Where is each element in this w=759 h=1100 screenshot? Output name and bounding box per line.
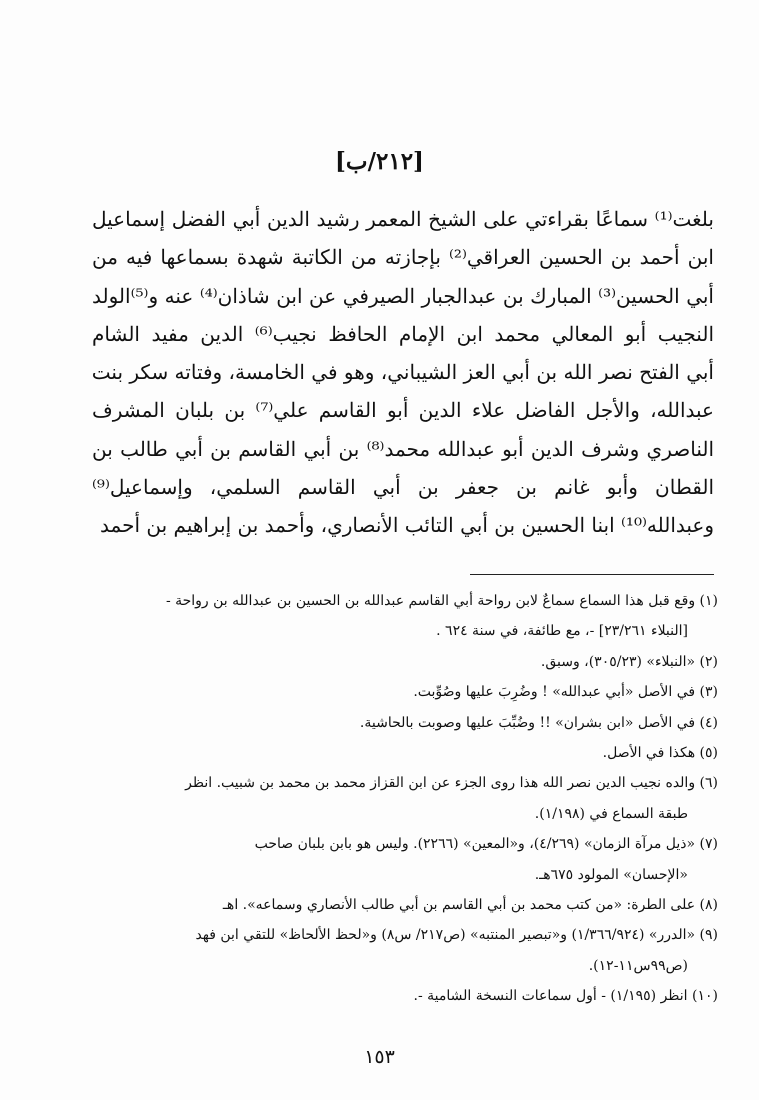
page-number: ١٥٣	[364, 1046, 395, 1068]
footnote-line: (٧) «ذيل مرآة الزمان» (٤/٢٦٩)، و«المعين» (٢٢٦٦). وليس هو بابن بلبان صاحب	[254, 836, 718, 853]
main-text-line: بلغت⁽¹⁾ سماعًا بقراءتي على الشيخ المعمر رشيد الدين أبي الفضل إسماعيل	[92, 207, 714, 231]
footnote-6	[92, 768, 718, 829]
footnote-10	[92, 981, 718, 1011]
footnote-5	[92, 738, 718, 768]
footnote-2	[92, 647, 718, 677]
footnote-line: (ص٩٩س١١-١٢).	[588, 957, 688, 974]
main-text-line: ابن أحمد بن الحسين العراقي⁽²⁾ بإجازته من الكاتبة شهدة بسماعها فيه من	[92, 245, 714, 270]
footnote-line: طبقة السماع في (١/١٩٨).	[534, 805, 688, 822]
main-text-line: أبي الحسين⁽³⁾ المبارك بن عبدالجبار الصيرفي عن ابن شاذان⁽⁴⁾ عنه و⁽⁵⁾الولد	[92, 283, 714, 308]
footnote-4	[92, 708, 718, 738]
main-text-line: الناصري وشرف الدين أبو عبدالله محمد⁽⁸⁾ بن أبي القاسم بن أبي طالب بن	[92, 436, 714, 461]
footnote-separator	[470, 574, 714, 575]
footnote-3	[92, 677, 718, 707]
footnote-line: [النبلاء ٢٣/٢٦١] -، مع طائفة، في سنة ٦٢٤ .	[436, 623, 688, 640]
footnote-7	[92, 829, 718, 890]
main-text-line: أبي الفتح نصر الله بن أبي العز الشيباني، وهو في الخامسة، وفتاته سكر بنت	[92, 360, 714, 385]
page-heading: [٢١٢/ب]	[335, 148, 424, 175]
footnotes	[92, 586, 718, 1011]
main-text-line: النجيب أبو المعالي محمد ابن الإمام الحافظ نجيب⁽⁶⁾ الدين مفيد الشام	[92, 321, 714, 346]
footnote-line: (٢) «النبلاء» (٣٠٥/٢٣)، وسبق.	[540, 653, 718, 670]
main-text-line: وعبدالله⁽¹⁰⁾ ابنا الحسين بن أبي التائب الأنصاري، وأحمد بن إبراهيم بن أحمد	[100, 513, 714, 538]
footnote-line: (٦) والده نجيب الدين نصر الله هذا روى الجزء عن ابن القزاز محمد بن محمد بن شبيب. انظر	[185, 775, 718, 792]
footnote-line: (٩) «الدرر» (١/٣٦٦/٩٢٤) و«تبصير المنتبه» (ص٢١٧/ س٨) و«لحظ الألحاظ» للتقي ابن فهد	[195, 927, 718, 944]
footnote-line: «الإحسان» المولود ٦٧٥هـ.	[534, 866, 688, 883]
footnote-line: (١) وقع قبل هذا السماع سماعٌ لابن رواحة أبي القاسم عبدالله بن الحسين بن عبدالله بن رواحة -	[165, 593, 718, 609]
footnote-line: (٣) في الأصل «أبي عبدالله» ! وضُرِبَ عليها وصُوِّبت.	[413, 684, 718, 701]
main-text-line: عبدالله، والأجل الفاضل علاء الدين أبو القاسم علي⁽⁷⁾ بن بلبان المشرف	[92, 398, 714, 423]
footnote-line: (٨) على الطرة: «من كتب محمد بن أبي القاسم بن أبي طالب الأنصاري وسماعه». اهـ	[222, 896, 718, 913]
footnote-1	[92, 586, 718, 647]
footnote-line: (٤) في الأصل «ابن بشران» !! وضُبِّبَ عليها وصوبت بالحاشية.	[359, 714, 718, 731]
footnote-line: (١٠) انظر (١/١٩٥) - أول سماعات النسخة الشامية -.	[413, 988, 718, 1005]
footnote-9	[92, 920, 718, 981]
footnote-line: (٥) هكذا في الأصل.	[602, 744, 718, 761]
main-text-line: القطان وأبو غانم بن جعفر بن أبي القاسم السلمي، وإسماعيل⁽⁹⁾	[92, 475, 714, 500]
main-text	[92, 200, 714, 545]
footnote-8	[92, 890, 718, 920]
